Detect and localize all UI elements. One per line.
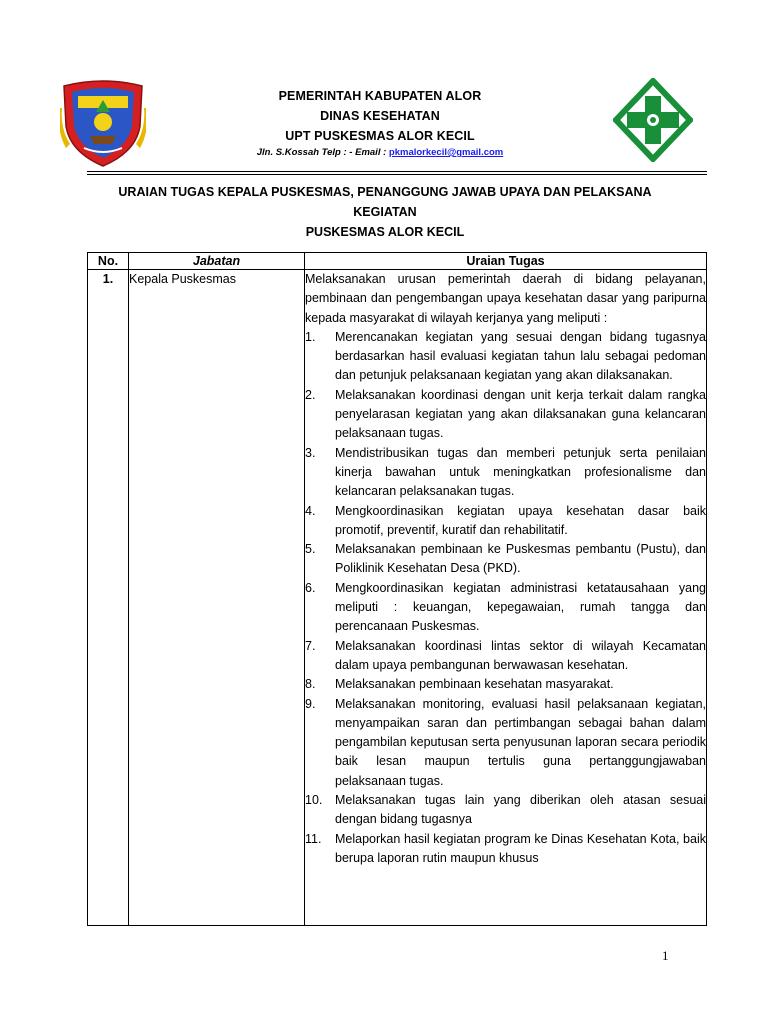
list-item: [305, 675, 706, 694]
list-item: [305, 695, 706, 791]
list-item: [305, 502, 706, 541]
task-text: Melaksanakan pembinaan kesehatan masyarakat.: [335, 677, 614, 692]
task-number: 8.: [305, 677, 316, 692]
task-text: Melaksanakan tugas lain yang diberikan oleh atasan sesuai dengan bidang tugasnya: [335, 793, 706, 827]
header-jabatan-text: Jabatan: [192, 254, 241, 268]
task-number: 4.: [305, 503, 316, 518]
address-text: Jln. S.Kossah Telp : - Email :: [256, 147, 389, 158]
document-title: [90, 182, 680, 242]
task-number: 1.: [305, 329, 316, 344]
title-line-2: KEGIATAN: [353, 205, 417, 219]
task-text: Melaporkan hasil kegiatan program ke Dinas Kesehatan Kota, baik berupa laporan rutin maupun khusus: [335, 831, 706, 865]
task-text: Mengkoordinasikan kegiatan administrasi ketatausahaan yang meliputi : keuangan, kepegawaian, rumah tangga dan perencanaan Puskesmas.: [335, 580, 706, 634]
header-uraian: Uraian Tugas: [305, 253, 707, 270]
task-number: 3.: [305, 445, 316, 460]
task-text: Mengkoordinasikan kegiatan upaya kesehatan dasar baik promotif, preventif, kuratif dan rehabilitatif.: [335, 503, 706, 537]
list-item: [305, 386, 706, 444]
page-number: 1: [662, 948, 669, 963]
health-cross-emblem-icon: [613, 78, 693, 162]
list-item: [305, 579, 706, 637]
letterhead-line-1: PEMERINTAH KABUPATEN ALOR: [278, 89, 482, 103]
task-number: 5.: [305, 542, 316, 557]
list-item: [305, 637, 706, 676]
task-text: Melaksanakan pembinaan ke Puskesmas pembantu (Pustu), dan Poliklinik Kesehatan Desa (PKD).: [335, 542, 706, 576]
task-text: Melaksanakan koordinasi dengan unit kerja terkait dalam rangka penyelarasan kegiatan yang akan dilaksanakan guna kelancaran pelaksanaan tugas.: [335, 387, 706, 441]
row-uraian: [305, 270, 707, 926]
task-text: Melaksanakan monitoring, evaluasi hasil pelaksanaan kegiatan, menyampaikan saran dan pertimbangan sebagai bahan dalam pengambilan keputusan serta penyusunan laporan secara periodik baik lesan maupun tertulis guna pertanggungjawaban pelaksanaan tugas.: [335, 696, 706, 788]
letterhead-line-2: DINAS KESEHATAN: [320, 109, 440, 123]
kabupaten-alor-emblem-icon: [60, 78, 146, 168]
letterhead-address: [160, 146, 600, 160]
task-text: Melaksanakan koordinasi lintas sektor di wilayah Kecamatan dalam upaya pembangunan berwawasan kesehatan.: [335, 638, 706, 672]
table-header-row: [88, 253, 707, 270]
task-number: 6.: [305, 580, 316, 595]
letterhead-line-3: UPT PUSKESMAS ALOR KECIL: [285, 129, 475, 143]
header-jabatan: [129, 253, 305, 270]
row-number: 1.: [88, 270, 129, 926]
list-item: [305, 791, 706, 830]
task-number: 11.: [305, 831, 322, 846]
task-text: Mendistribusikan tugas dan memberi petunjuk serta penilaian kinerja bawahan untuk meningkatkan profesionalisme dan kelancaran pelaksanakan tugas.: [335, 445, 706, 499]
task-number: 9.: [305, 696, 316, 711]
task-number: 2.: [305, 387, 316, 402]
list-item: [305, 328, 706, 386]
task-list: [305, 328, 706, 868]
task-text: Merencanakan kegiatan yang sesuai dengan bidang tugasnya berdasarkan hasil evaluasi kegiatan tahun lalu sebagai pedoman dan petunjuk pelaksanaan kegiatan yang akan dilaksanakan.: [335, 329, 706, 383]
title-line-3: PUSKESMAS ALOR KECIL: [305, 225, 465, 239]
duties-table: [87, 252, 707, 926]
header-no: No.: [88, 253, 129, 270]
duty-intro: Melaksanakan urusan pemerintah daerah di bidang pelayanan, pembinaan dan pengembangan upaya kesehatan dasar yang paripurna kepada masyarakat di wilayah kerjanya yang meliputi :: [305, 272, 706, 325]
list-item: [305, 830, 706, 869]
title-line-1: URAIAN TUGAS KEPALA PUSKESMAS, PENANGGUNG JAWAB UPAYA DAN PELAKSANA: [118, 185, 652, 199]
row-jabatan: Kepala Puskesmas: [129, 270, 305, 926]
list-item: [305, 540, 706, 579]
task-number: 7.: [305, 638, 316, 653]
letterhead: [160, 86, 600, 160]
task-number: 10.: [305, 793, 323, 808]
header-divider-top: [87, 171, 707, 172]
table-row: [88, 270, 707, 926]
header-divider-bottom: [87, 174, 707, 175]
email-link[interactable]: pkmalorkecil@gmail.com: [388, 147, 504, 158]
list-item: [305, 444, 706, 502]
